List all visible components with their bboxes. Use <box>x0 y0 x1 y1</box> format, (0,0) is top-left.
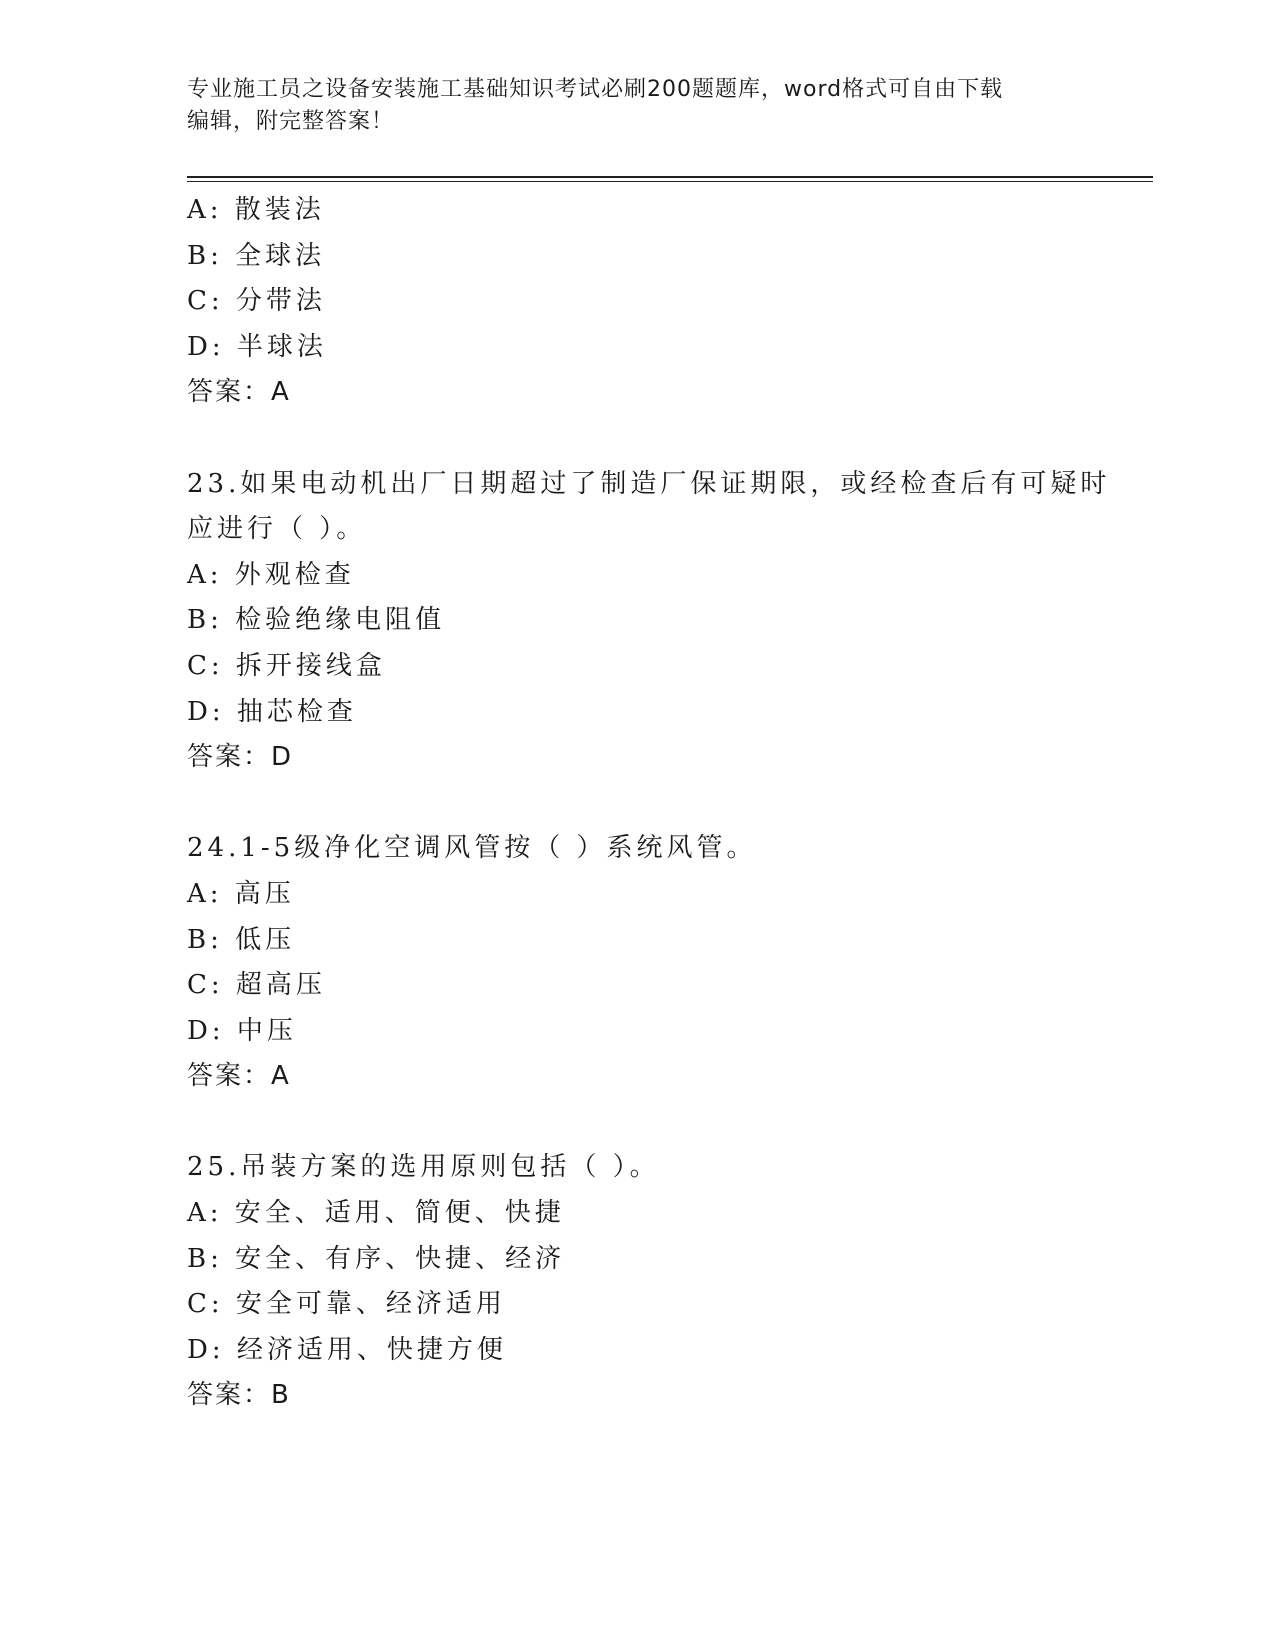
question-content <box>187 188 1153 1419</box>
option-b: B: 安全、有序、快捷、经济 <box>187 1243 566 1274</box>
question-24 <box>187 826 1153 1100</box>
option-d: D: 中压 <box>187 1015 297 1046</box>
option-d: D: 经济适用、快捷方便 <box>187 1334 507 1365</box>
question-25 <box>187 1145 1153 1419</box>
header-rule-thick <box>187 176 1153 178</box>
question-text-line-2: 应进行（ ）。 <box>187 514 367 545</box>
answer: 答案：B <box>187 1380 291 1411</box>
option-a: A: 安全、适用、简便、快捷 <box>187 1198 565 1229</box>
question-22 <box>187 188 1153 416</box>
option-a: A: 散装法 <box>187 195 325 225</box>
option-a: A: 外观检查 <box>187 559 355 590</box>
option-c: C: 超高压 <box>187 970 326 1001</box>
answer: 答案：A <box>187 377 291 408</box>
answer: 答案：A <box>187 1061 291 1092</box>
option-b: B: 全球法 <box>187 240 326 271</box>
document-header <box>187 74 1067 138</box>
question-text: 25.吊装方案的选用原则包括（ ）。 <box>187 1152 660 1183</box>
question-text-line-1: 23.如果电动机出厂日期超过了制造厂保证期限，或经检查后有可疑时 <box>187 468 1111 499</box>
option-d: D: 抽芯检查 <box>187 696 357 727</box>
option-c: C: 分带法 <box>187 286 326 317</box>
header-line-1: 专业施工员之设备安装施工基础知识考试必刷200题题库，word格式可自由下载 <box>187 77 1004 102</box>
answer: 答案：D <box>187 742 294 773</box>
option-d: D: 半球法 <box>187 331 327 362</box>
option-c: C: 拆开接线盒 <box>187 650 386 681</box>
question-23 <box>187 462 1153 781</box>
header-line-2: 编辑，附完整答案！ <box>187 109 395 134</box>
question-text: 24.1-5级净化空调风管按（ ）系统风管。 <box>187 833 757 864</box>
option-b: B: 低压 <box>187 924 296 955</box>
header-rule-thin <box>187 181 1153 182</box>
option-a: A: 高压 <box>187 878 295 909</box>
option-c: C: 安全可靠、经济适用 <box>187 1289 506 1320</box>
option-b: B: 检验绝缘电阻值 <box>187 605 446 636</box>
